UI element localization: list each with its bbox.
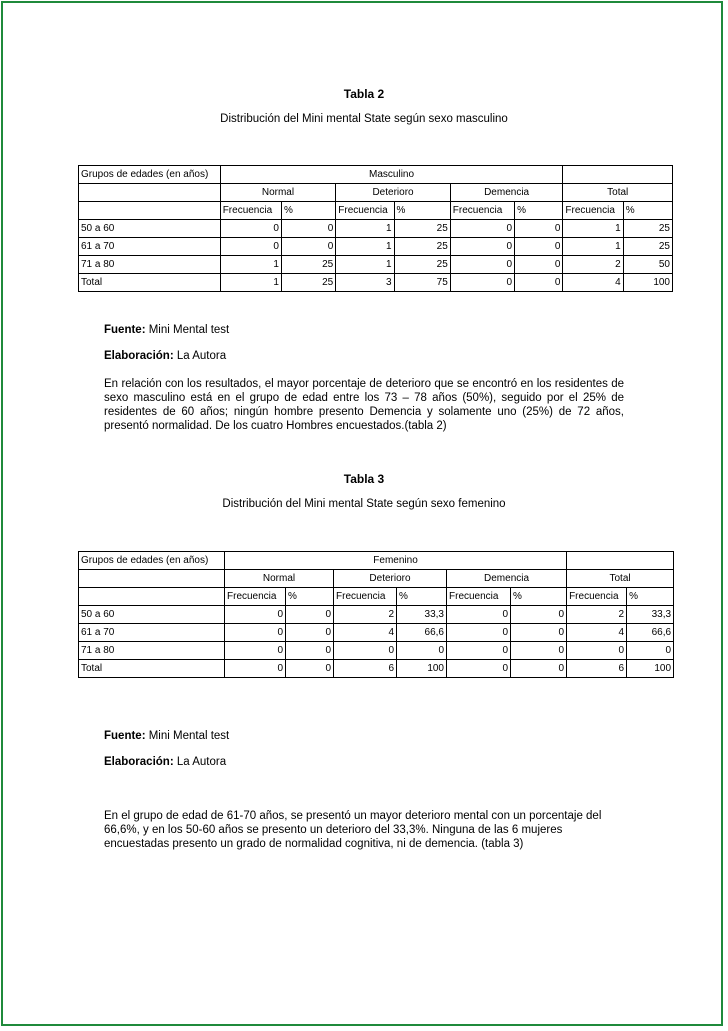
category-total: Total [563, 184, 673, 202]
cell: 3 [336, 274, 394, 292]
table-2-title: Tabla 2 [343, 87, 385, 101]
category-normal: Normal [220, 184, 336, 202]
cell: 1 [220, 256, 281, 274]
source-note [104, 324, 229, 336]
cell: 33,3 [397, 606, 447, 624]
cell: 0 [511, 624, 567, 642]
category-deterioro: Deterioro [334, 570, 447, 588]
category-demencia: Demencia [450, 184, 563, 202]
freq-header: Frecuencia [336, 202, 394, 220]
cell: 0 [281, 220, 335, 238]
row-label: 61 a 70 [79, 238, 221, 256]
group-header: Grupos de edades (en años) [79, 166, 221, 184]
cell: 2 [567, 606, 627, 624]
table-3-title: Tabla 3 [343, 472, 385, 486]
cell: 0 [286, 624, 334, 642]
cell: 100 [627, 660, 674, 678]
cell: 0 [225, 624, 286, 642]
cell: 0 [225, 642, 286, 660]
cell: 2 [563, 256, 623, 274]
cell: 0 [286, 606, 334, 624]
row-label: 50 a 60 [79, 220, 221, 238]
category-deterioro: Deterioro [336, 184, 451, 202]
cell: 25 [623, 238, 672, 256]
row-label: Total [79, 660, 225, 678]
pct-header: % [515, 202, 563, 220]
cell: 1 [336, 238, 394, 256]
table-3-subtitle: Distribución del Mini mental State según sexo femenino [222, 498, 506, 510]
freq-header: Frecuencia [220, 202, 281, 220]
cell: 2 [334, 606, 397, 624]
cell: 0 [225, 660, 286, 678]
cell: 75 [394, 274, 450, 292]
table-row [79, 238, 673, 256]
cell: 50 [623, 256, 672, 274]
row-label: 71 a 80 [79, 642, 225, 660]
freq-header: Frecuencia [563, 202, 623, 220]
cell: 33,3 [627, 606, 674, 624]
cell: 0 [225, 606, 286, 624]
cell: 6 [334, 660, 397, 678]
paragraph-table-2: En relación con los resultados, el mayor porcentaje de deterioro que se encontró en los residentes de sexo masculino está en el grupo de edad entre los 73 – 78 años (50%), seguido por el 25% de residentes de 60 años; ningún hombre presento Demencia y solamente uno (25%) de 72 años, presentó normalidad. De los cuatro Hombres encuestados.(tabla 2) [104, 378, 624, 432]
cell: 6 [567, 660, 627, 678]
cell: 0 [334, 642, 397, 660]
author-note [104, 756, 226, 768]
page-border [1, 1, 723, 1026]
cell: 4 [567, 624, 627, 642]
cell: 66,6 [627, 624, 674, 642]
table-row [79, 220, 673, 238]
cell: 0 [567, 642, 627, 660]
sex-header: Masculino [220, 166, 563, 184]
row-label: Total [79, 274, 221, 292]
row-label: 61 a 70 [79, 624, 225, 642]
cell: 0 [281, 238, 335, 256]
cell: 1 [220, 274, 281, 292]
pct-header: % [394, 202, 450, 220]
category-total: Total [567, 570, 674, 588]
source-label: Fuente: [104, 730, 146, 742]
cell: 0 [447, 660, 511, 678]
author-text: La Autora [173, 350, 227, 362]
sex-header: Femenino [225, 552, 567, 570]
cell: 25 [281, 274, 335, 292]
table-row [79, 606, 674, 624]
cell: 25 [281, 256, 335, 274]
cell: 0 [627, 642, 674, 660]
pct-header: % [397, 588, 447, 606]
pct-header: % [286, 588, 334, 606]
table-2-subtitle: Distribución del Mini mental State según sexo masculino [220, 113, 508, 125]
row-label: 50 a 60 [79, 606, 225, 624]
freq-header: Frecuencia [447, 588, 511, 606]
cell: 0 [397, 642, 447, 660]
cell: 0 [515, 238, 563, 256]
cell: 1 [336, 220, 394, 238]
cell: 25 [394, 256, 450, 274]
row-label: 71 a 80 [79, 256, 221, 274]
cell: 0 [515, 274, 563, 292]
cell: 1 [336, 256, 394, 274]
cell: 0 [515, 256, 563, 274]
cell: 25 [623, 220, 672, 238]
category-normal: Normal [225, 570, 334, 588]
cell: 4 [334, 624, 397, 642]
cell: 0 [511, 606, 567, 624]
table-3 [78, 551, 674, 678]
cell: 25 [394, 220, 450, 238]
cell: 0 [450, 274, 514, 292]
cell: 0 [447, 642, 511, 660]
pct-header: % [511, 588, 567, 606]
author-note [104, 350, 226, 362]
source-label: Fuente: [104, 324, 146, 336]
freq-header: Frecuencia [334, 588, 397, 606]
pct-header: % [627, 588, 674, 606]
cell: 0 [450, 220, 514, 238]
source-text: Mini Mental test [145, 324, 230, 336]
author-text: La Autora [173, 756, 227, 768]
cell: 1 [563, 220, 623, 238]
pct-header: % [281, 202, 335, 220]
group-header: Grupos de edades (en años) [79, 552, 225, 570]
table-row [79, 624, 674, 642]
table-row-total [79, 274, 673, 292]
freq-header: Frecuencia [567, 588, 627, 606]
pct-header: % [623, 202, 672, 220]
cell: 1 [563, 238, 623, 256]
table-2 [78, 165, 673, 292]
category-demencia: Demencia [447, 570, 567, 588]
cell: 0 [220, 220, 281, 238]
cell: 4 [563, 274, 623, 292]
cell: 100 [397, 660, 447, 678]
cell: 0 [450, 238, 514, 256]
table-row [79, 256, 673, 274]
cell: 0 [511, 660, 567, 678]
author-label: Elaboración: [104, 756, 174, 768]
table-row-total [79, 660, 674, 678]
author-label: Elaboración: [104, 350, 174, 362]
freq-header: Frecuencia [450, 202, 514, 220]
cell: 0 [450, 256, 514, 274]
paragraph-table-3: En el grupo de edad de 61-70 años, se presentó un mayor deterioro mental con un porcentaje del 66,6%, y en los 50-60 años se presento un deterioro del 33,3%. Ninguna de las 6 mujeres encuestadas presento un grado de normalidad cognitiva, ni de demencia. (tabla 3) [104, 810, 602, 850]
cell: 0 [286, 660, 334, 678]
cell: 0 [447, 606, 511, 624]
source-text: Mini Mental test [145, 730, 230, 742]
cell: 66,6 [397, 624, 447, 642]
freq-header: Frecuencia [225, 588, 286, 606]
cell: 0 [511, 642, 567, 660]
cell: 0 [447, 624, 511, 642]
source-note [104, 730, 229, 742]
cell: 0 [515, 220, 563, 238]
cell: 0 [286, 642, 334, 660]
table-row [79, 642, 674, 660]
cell: 0 [220, 238, 281, 256]
cell: 100 [623, 274, 672, 292]
cell: 25 [394, 238, 450, 256]
